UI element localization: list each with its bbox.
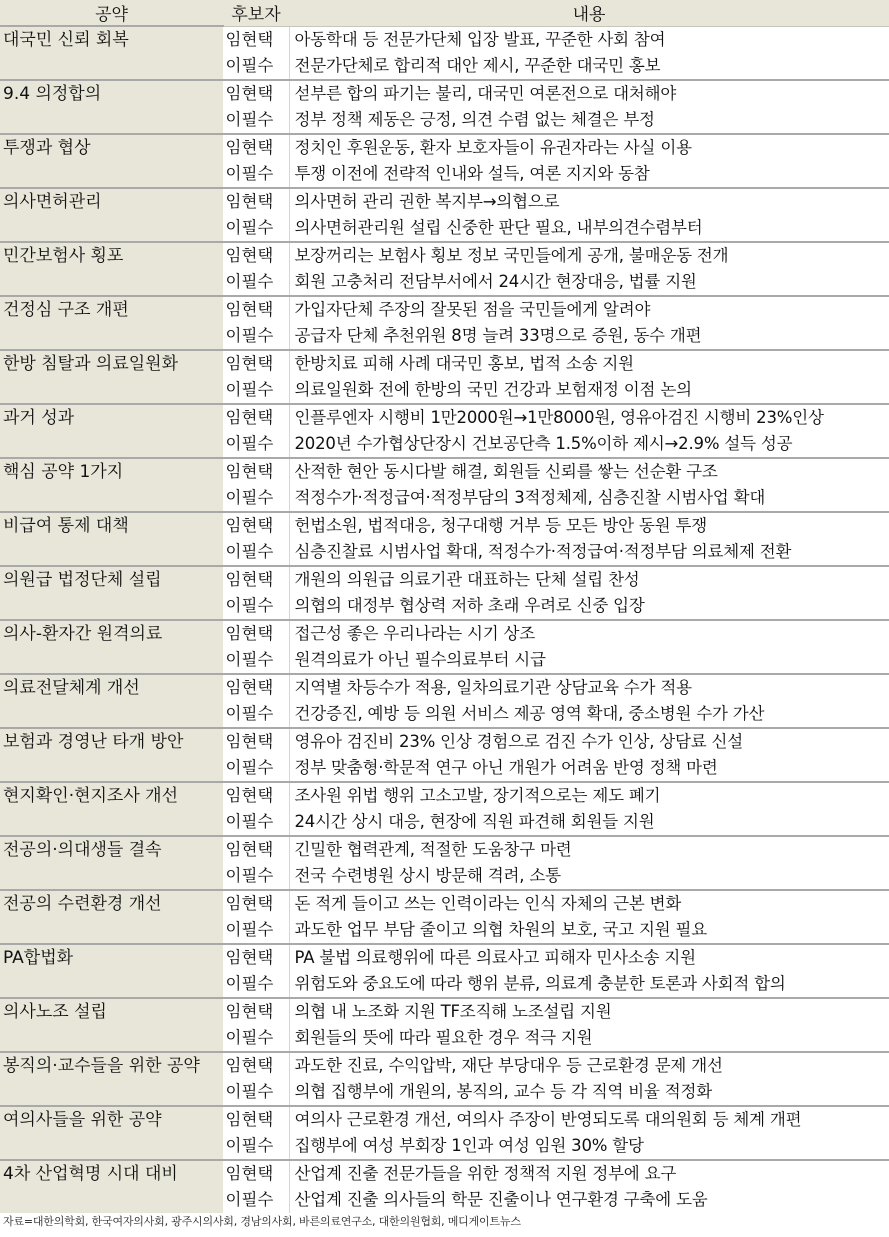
pledge-content: 24시간 상시 대응, 현장에 직원 파견해 회원들 지원 [294, 811, 655, 831]
pledge-content: 개원의 의원급 의료기관 대표하는 단체 설립 찬성 [289, 566, 889, 593]
candidate-name: 임현택 [223, 512, 289, 539]
pledge-content: 아동학대 등 전문가단체 입장 발표, 꾸준한 사회 참여 [294, 29, 666, 49]
candidate-name: 임현택 [223, 296, 289, 323]
candidate-name: 이필수 [223, 1133, 289, 1160]
candidate-name: 임현택 [223, 782, 289, 809]
pledge-content: 의협 내 노조화 지원 TF조직해 노조설립 지원 [289, 998, 889, 1025]
candidate-name: 임현택 [223, 890, 289, 917]
pledge-topic: 비급여 통제 대책 [0, 512, 223, 566]
pledge-content: 산적한 현안 동시다발 해결, 회원들 신뢰를 쌓는 선순환 구조 [289, 458, 889, 485]
pledge-content: 2020년 수가협상단장시 건보공단측 1.5%이하 제시→2.9% 설득 성공 [294, 433, 793, 453]
candidate-name: 이필수 [223, 215, 289, 242]
candidate-name: 이필수 [223, 269, 289, 296]
table-row [0, 512, 889, 539]
table-row [0, 836, 889, 863]
pledge-content: 의료일원화 전에 한방의 국민 건강과 보험재정 이점 논의 [294, 379, 692, 399]
pledge-content: 접근성 좋은 우리나라는 시기 상조 [289, 620, 889, 647]
pledge-table-body [0, 26, 889, 1213]
pledge-content: 적정수가·적정급여·적정부담의 3적정체제, 심층진찰 시범사업 확대 [294, 487, 766, 507]
candidate-name: 임현택 [223, 944, 289, 971]
pledge-topic: 의사노조 설립 [0, 998, 223, 1052]
pledge-content: 가입자단체 주장의 잘못된 점을 국민들에게 알려야 [289, 296, 889, 323]
table-row [0, 998, 889, 1025]
candidate-name: 이필수 [223, 53, 289, 80]
pledge-content: 과도한 진료, 수익압박, 재단 부당대우 등 근로환경 문제 개선 [289, 1052, 889, 1079]
pledge-topic: 4차 산업혁명 시대 대비 [0, 1160, 223, 1213]
pledge-topic: 투쟁과 협상 [0, 134, 223, 188]
pledge-topic: 대국민 신뢰 회복 [0, 26, 223, 80]
pledge-content: 헌법소원, 법적대응, 청구대행 거부 등 모든 방안 동원 투쟁 [289, 512, 889, 539]
pledge-topic: 봉직의·교수들을 위한 공약 [0, 1052, 223, 1106]
pledge-content: 돈 적게 들이고 쓰는 인력이라는 인식 자체의 근본 변화 [289, 890, 889, 917]
candidate-name: 임현택 [223, 1106, 289, 1133]
pledge-content: 심층진찰료 시범사업 확대, 적정수가·적정급여·적정부담 의료체제 전환 [294, 541, 792, 561]
header-content: 내용 [289, 0, 889, 26]
pledge-content: 의협의 대정부 협상력 저하 초래 우려로 신중 입장 [294, 595, 645, 615]
pledge-content: 조사원 위법 행위 고소고발, 장기적으로는 제도 폐기 [289, 782, 889, 809]
table-row [0, 674, 889, 701]
pledge-content: 원격의료가 아닌 필수의료부터 시급 [294, 649, 546, 669]
pledge-content: 공급자 단체 추천위원 8명 늘려 33명으로 증원, 동수 개편 [294, 325, 702, 345]
pledge-topic: 핵심 공약 1가지 [0, 458, 223, 512]
table-row [0, 890, 889, 917]
pledge-topic: PA합법화 [0, 944, 223, 998]
table-row [0, 782, 889, 809]
pledge-content: 의사면허 관리 권한 복지부→의협으로 [289, 188, 889, 215]
pledge-content: 영유아 검진비 23% 인상 경험으로 검진 수가 인상, 상담료 신설 [289, 728, 889, 755]
candidate-name: 임현택 [223, 1160, 289, 1187]
pledge-content: 여의사 근로환경 개선, 여의사 주장이 반영되도록 대의원회 등 체계 개편 [289, 1106, 889, 1133]
candidate-name: 이필수 [223, 485, 289, 512]
table-row [0, 1106, 889, 1133]
pledge-content: 의협 집행부에 개원의, 봉직의, 교수 등 각 직역 비율 적정화 [294, 1081, 712, 1101]
pledge-content: 지역별 차등수가 적용, 일차의료기관 상담교육 수가 적용 [289, 674, 889, 701]
pledge-content: 산업계 진출 의사들의 학문 진출이나 연구환경 구축에 도움 [294, 1189, 708, 1209]
pledge-topic: 보험과 경영난 타개 방안 [0, 728, 223, 782]
pledge-topic: 의료전달체계 개선 [0, 674, 223, 728]
pledge-content: 산업계 진출 전문가들을 위한 정책적 지원 정부에 요구 [289, 1160, 889, 1187]
candidate-name: 이필수 [223, 323, 289, 350]
candidate-name: 이필수 [223, 863, 289, 890]
candidate-name: 이필수 [223, 647, 289, 674]
pledge-topic: 전공의 수련환경 개선 [0, 890, 223, 944]
pledge-topic: 9.4 의정합의 [0, 80, 223, 134]
candidate-name: 이필수 [223, 701, 289, 728]
table-row [0, 620, 889, 647]
pledge-content: 건강증진, 예방 등 의원 서비스 제공 영역 확대, 중소병원 수가 가산 [294, 703, 765, 723]
pledge-topic: 건정심 구조 개편 [0, 296, 223, 350]
pledge-content: 과도한 업무 부담 줄이고 의협 차원의 보호, 국고 지원 필요 [294, 919, 707, 939]
candidate-name: 임현택 [223, 350, 289, 377]
table-row [0, 458, 889, 485]
table-row [0, 944, 889, 971]
pledge-topic: 여의사들을 위한 공약 [0, 1106, 223, 1160]
candidate-name: 임현택 [223, 674, 289, 701]
pledge-content: 회원 고충처리 전담부서에서 24시간 현장대응, 법률 지원 [294, 271, 697, 291]
candidate-name: 이필수 [223, 1025, 289, 1052]
header-candidate: 후보자 [223, 0, 289, 26]
pledge-topic: 과거 성과 [0, 404, 223, 458]
table-row [0, 350, 889, 377]
candidate-name: 이필수 [223, 593, 289, 620]
candidate-name: 임현택 [223, 458, 289, 485]
table-row [0, 728, 889, 755]
pledge-content: PA 불법 의료행위에 따른 의료사고 피해자 민사소송 지원 [289, 944, 889, 971]
pledge-content: 의사면허관리원 설립 신중한 판단 필요, 내부의견수렴부터 [294, 217, 703, 237]
pledge-content: 집행부에 여성 부회장 1인과 여성 임원 30% 할당 [294, 1135, 644, 1155]
pledge-content: 정부 정책 제동은 긍정, 의견 수렴 없는 체결은 부정 [294, 109, 655, 129]
candidate-name: 임현택 [223, 620, 289, 647]
candidate-name: 임현택 [223, 728, 289, 755]
pledge-topic: 한방 침탈과 의료일원화 [0, 350, 223, 404]
header-row [0, 0, 889, 26]
table-row [0, 26, 889, 53]
candidate-name: 이필수 [223, 107, 289, 134]
pledge-content: 인플루엔자 시행비 1만2000원→1만8000원, 영유아검진 시행비 23%인상 [289, 404, 889, 431]
table-row [0, 134, 889, 161]
candidate-name: 임현택 [223, 134, 289, 161]
candidate-name: 임현택 [223, 404, 289, 431]
pledge-content: 정치인 후원운동, 환자 보호자들이 유권자라는 사실 이용 [289, 134, 889, 161]
table-row [0, 1160, 889, 1187]
pledge-content: 섣부른 합의 파기는 불리, 대국민 여론전으로 대처해야 [289, 80, 889, 107]
candidate-name: 임현택 [223, 1052, 289, 1079]
pledge-content: 긴밀한 협력관계, 적절한 도움창구 마련 [289, 836, 889, 863]
candidate-name: 이필수 [223, 809, 289, 836]
pledge-content: 전문가단체로 합리적 대안 제시, 꾸준한 대국민 홍보 [294, 55, 661, 75]
candidate-name: 이필수 [223, 971, 289, 998]
table-row [0, 296, 889, 323]
pledge-topic: 현지확인·현지조사 개선 [0, 782, 223, 836]
candidate-name: 임현택 [223, 998, 289, 1025]
candidate-name: 이필수 [223, 161, 289, 188]
pledge-topic: 민간보험사 횡포 [0, 242, 223, 296]
pledge-content: 정부 맞춤형·학문적 연구 아닌 개원가 어려움 반영 정책 마련 [294, 757, 718, 777]
candidate-name: 이필수 [223, 917, 289, 944]
candidate-name: 이필수 [223, 539, 289, 566]
pledge-content: 투쟁 이전에 전략적 인내와 설득, 여론 지지와 동참 [294, 163, 650, 183]
table-row [0, 242, 889, 269]
candidate-name: 임현택 [223, 26, 289, 53]
candidate-name: 임현택 [223, 80, 289, 107]
candidate-name: 이필수 [223, 1187, 289, 1213]
pledge-content: 한방치료 피해 사례 대국민 홍보, 법적 소송 지원 [289, 350, 889, 377]
candidate-name: 임현택 [223, 566, 289, 593]
candidate-name: 임현택 [223, 836, 289, 863]
table-row [0, 404, 889, 431]
candidate-name: 이필수 [223, 377, 289, 404]
pledge-content: 회원들의 뜻에 따라 필요한 경우 적극 지원 [294, 1027, 593, 1047]
source-note: 자료=대한의학회, 한국여자의사회, 광주시의사회, 경남의사회, 바른의료연구소, 대한의원협회, 메디게이트뉴스 [3, 1215, 521, 1228]
header-topic: 공약 [0, 0, 223, 26]
candidate-name: 임현택 [223, 242, 289, 269]
table-row [0, 1052, 889, 1079]
table-row [0, 80, 889, 107]
pledge-content: 전국 수련병원 상시 방문해 격려, 소통 [294, 865, 561, 885]
table-row [0, 188, 889, 215]
pledge-content: 보장꺼리는 보험사 횡보 정보 국민들에게 공개, 불매운동 전개 [289, 242, 889, 269]
candidate-name: 이필수 [223, 755, 289, 782]
pledge-content: 위험도와 중요도에 따라 행위 분류, 의료계 충분한 토론과 사회적 합의 [294, 973, 786, 993]
table-row [0, 566, 889, 593]
candidate-name: 이필수 [223, 431, 289, 458]
candidate-name: 이필수 [223, 1079, 289, 1106]
pledge-topic: 의사면허관리 [0, 188, 223, 242]
candidate-name: 임현택 [223, 188, 289, 215]
pledge-topic: 의사-환자간 원격의료 [0, 620, 223, 674]
pledge-topic: 전공의·의대생들 결속 [0, 836, 223, 890]
pledge-topic: 의원급 법정단체 설립 [0, 566, 223, 620]
